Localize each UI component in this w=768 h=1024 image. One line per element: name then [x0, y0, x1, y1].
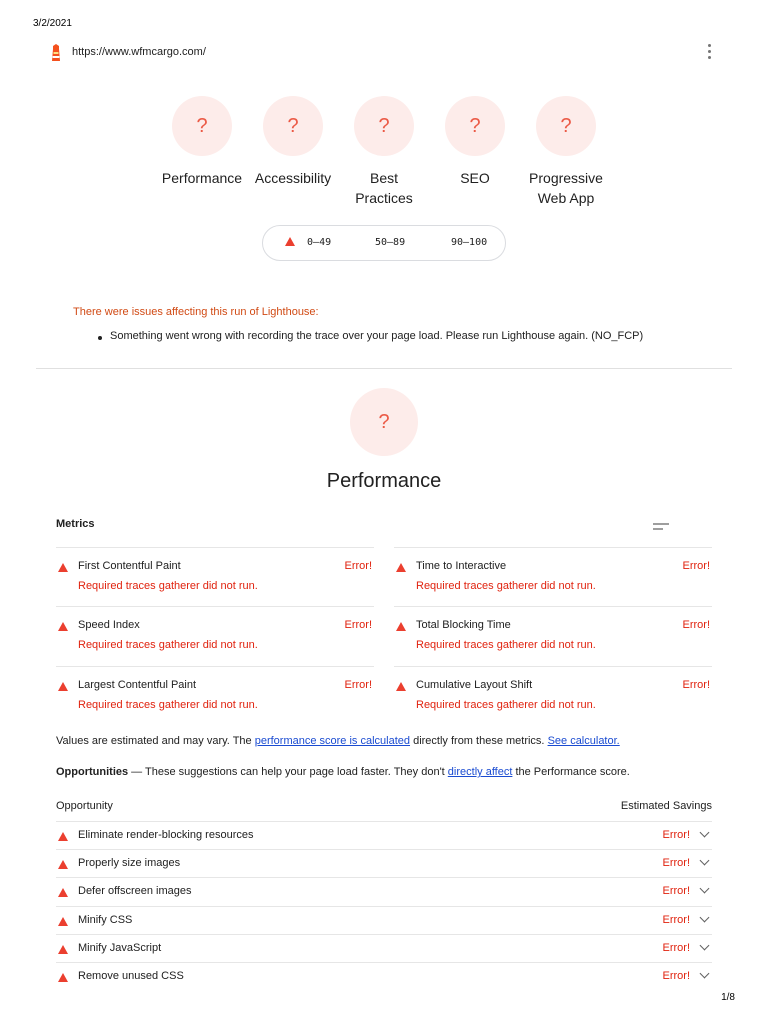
fail-triangle-icon	[58, 917, 68, 926]
gauge-label: Performance	[161, 170, 243, 186]
gauge-accessibility[interactable]	[247, 96, 339, 188]
gauge-score: ?	[536, 96, 596, 156]
opportunity-row[interactable]	[56, 877, 712, 905]
opportunity-row[interactable]	[56, 906, 712, 934]
chevron-down-icon[interactable]	[700, 941, 710, 951]
page-url: https://www.wfmcargo.com/	[72, 46, 206, 58]
category-title: Performance	[326, 470, 442, 492]
metric-description: Required traces gatherer did not run.	[416, 639, 596, 651]
opportunity-value: Error!	[662, 970, 690, 982]
opportunity-name: Eliminate render-blocking resources	[78, 829, 254, 841]
column-opportunity: Opportunity	[56, 800, 113, 812]
opportunity-row[interactable]	[56, 934, 712, 962]
score-scale-legend	[262, 225, 506, 261]
opportunity-value: Error!	[662, 914, 690, 926]
opportunities-label: Opportunities	[56, 766, 129, 778]
directly-affect-link[interactable]: directly affect	[447, 766, 513, 778]
gauge-label: Progressive Web App	[529, 170, 603, 206]
opportunity-name: Remove unused CSS	[78, 970, 184, 982]
chevron-down-icon[interactable]	[700, 856, 710, 866]
gauge-score: ?	[445, 96, 505, 156]
opportunity-value: Error!	[662, 857, 690, 869]
section-divider	[36, 368, 732, 369]
gauge-label: Best Practices	[355, 170, 413, 206]
metric-largest-contentful-paint	[56, 666, 374, 724]
metric-name: First Contentful Paint	[78, 560, 181, 572]
gauge-label: Accessibility	[254, 170, 332, 186]
metric-value: Error!	[682, 679, 710, 691]
category-gauge: ?	[350, 388, 418, 456]
chevron-down-icon[interactable]	[700, 884, 710, 894]
chevron-down-icon[interactable]	[700, 913, 710, 923]
metric-total-blocking-time	[394, 606, 712, 664]
legend-fail: 0–49	[285, 237, 331, 248]
opportunities-intro: Opportunities — These suggestions can help your page load faster. They don't directly affect the Performance score.	[56, 766, 630, 778]
metric-cumulative-layout-shift	[394, 666, 712, 724]
opportunity-name: Properly size images	[78, 857, 181, 869]
warnings-title: There were issues affecting this run of Lighthouse:	[73, 306, 319, 318]
opportunity-name: Minify CSS	[78, 914, 133, 926]
gauge-pwa[interactable]	[520, 96, 612, 208]
fail-triangle-icon	[58, 832, 68, 841]
metric-value: Error!	[344, 619, 372, 631]
fail-triangle-icon	[285, 237, 295, 246]
fail-triangle-icon	[58, 563, 68, 572]
fail-triangle-icon	[396, 563, 406, 572]
metric-name: Largest Contentful Paint	[78, 679, 197, 691]
print-date: 3/2/2021	[33, 18, 72, 29]
opportunity-table-header	[56, 800, 712, 812]
gauge-seo[interactable]	[429, 96, 521, 188]
metric-value: Error!	[344, 679, 372, 691]
chevron-down-icon[interactable]	[700, 828, 710, 838]
values-note: Values are estimated and may vary. The performance score is calculated directly from these metrics. See calculator.	[56, 735, 620, 747]
gauge-best-practices[interactable]	[338, 96, 430, 208]
gauge-score: ?	[354, 96, 414, 156]
metric-speed-index	[56, 606, 374, 664]
opportunity-name: Defer offscreen images	[78, 885, 192, 897]
fail-triangle-icon	[58, 973, 68, 982]
metric-description: Required traces gatherer did not run.	[416, 699, 596, 711]
gauge-performance[interactable]	[156, 96, 248, 188]
opportunity-name: Minify JavaScript	[78, 942, 162, 954]
gauge-label: SEO	[460, 170, 490, 186]
metric-view-toggle-icon[interactable]	[653, 523, 669, 531]
metric-description: Required traces gatherer did not run.	[78, 699, 258, 711]
metric-description: Required traces gatherer did not run.	[416, 580, 596, 592]
metric-value: Error!	[344, 560, 372, 572]
topbar	[48, 42, 720, 64]
metric-first-contentful-paint	[56, 547, 374, 605]
legend-average: 50–89	[375, 237, 406, 248]
opportunity-row[interactable]	[56, 962, 712, 990]
opportunity-row[interactable]	[56, 821, 712, 849]
metric-value: Error!	[682, 560, 710, 572]
metric-value: Error!	[682, 619, 710, 631]
see-calculator-link[interactable]: See calculator.	[547, 735, 620, 747]
opportunity-value: Error!	[662, 885, 690, 897]
metric-time-to-interactive	[394, 547, 712, 605]
fail-triangle-icon	[58, 860, 68, 869]
legend-pass: 90–100	[451, 237, 488, 248]
score-gauges	[156, 96, 612, 216]
performance-score-link[interactable]: performance score is calculated	[254, 735, 411, 747]
opportunity-row[interactable]	[56, 849, 712, 877]
gauge-score: ?	[263, 96, 323, 156]
fail-triangle-icon	[396, 682, 406, 691]
metric-description: Required traces gatherer did not run.	[78, 580, 258, 592]
metric-name: Total Blocking Time	[416, 619, 511, 631]
chevron-down-icon[interactable]	[700, 969, 710, 979]
metric-name: Cumulative Layout Shift	[416, 679, 533, 691]
fail-triangle-icon	[58, 888, 68, 897]
column-estimated-savings: Estimated Savings	[620, 800, 712, 812]
metric-name: Time to Interactive	[416, 560, 507, 572]
opportunity-value: Error!	[662, 829, 690, 841]
lighthouse-logo-icon	[48, 44, 64, 62]
bullet	[98, 336, 102, 340]
opportunity-value: Error!	[662, 942, 690, 954]
metrics-title: Metrics	[56, 518, 95, 530]
fail-triangle-icon	[58, 945, 68, 954]
page-number: 1/8	[721, 992, 735, 1003]
fail-triangle-icon	[58, 622, 68, 631]
fail-triangle-icon	[58, 682, 68, 691]
gauge-score: ?	[172, 96, 232, 156]
metric-description: Required traces gatherer did not run.	[78, 639, 258, 651]
more-options-icon[interactable]	[706, 44, 712, 62]
metric-name: Speed Index	[78, 619, 140, 631]
fail-triangle-icon	[396, 622, 406, 631]
